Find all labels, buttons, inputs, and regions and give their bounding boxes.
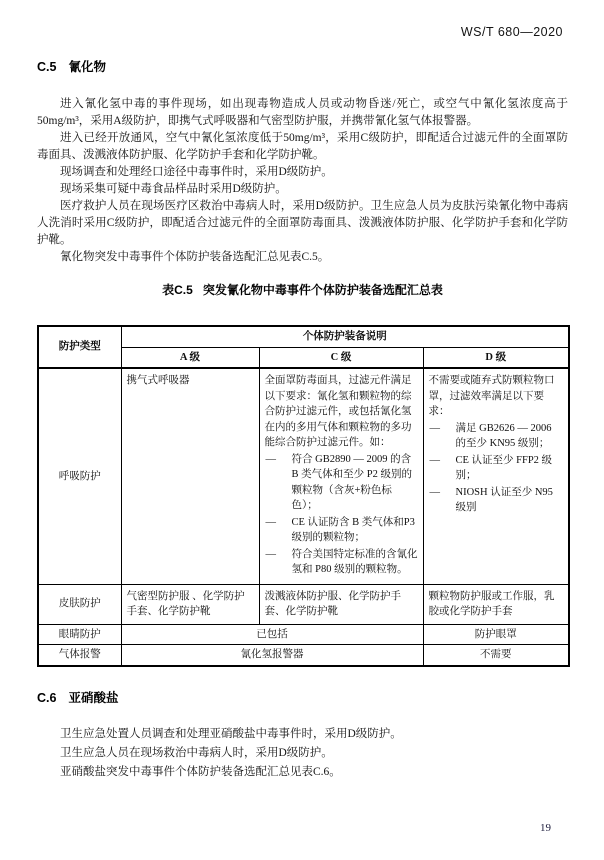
table-c5-caption: 突发氰化物中毒事件个体防护装备选配汇总表 <box>202 283 443 297</box>
cell-gas-alarm-ac: 氰化氢报警器 <box>121 645 423 666</box>
header-cell-equipment: 个体防护装备说明 <box>121 326 569 347</box>
list-item <box>265 547 418 578</box>
paragraph: 进入已经开放通风，空气中氰化氢浓度低于50mg/m³，采用C级防护，即配适合过滤元件的全面罩防毒面具、泼溅液体防护服、化学防护手套和化学防护靴。 <box>37 132 568 161</box>
section-c5-number: C.5 <box>37 60 57 74</box>
cell-skin-d: 颗粒物防护服或工作服，乳胶或化学防护手套 <box>423 584 569 624</box>
dash-bullet: — <box>265 453 276 465</box>
dash-bullet: — <box>429 454 440 466</box>
list-item-text: 满足 GB2626 — 2006 的至少 KN95 级别； <box>455 422 552 449</box>
table-c5-number: 表C.5 <box>162 283 193 297</box>
list-item-text: NIOSH 认证至少 N95 级别 <box>455 486 553 513</box>
row-label-skin: 皮肤防护 <box>38 584 121 624</box>
list-item-text: CE 认证至少 FFP2 级别； <box>455 454 553 481</box>
list-item <box>265 515 418 546</box>
cell-skin-c: 泼溅液体防护服、化学防护手套、化学防护靴 <box>259 584 423 624</box>
standard-number: WS/T 680—2020 <box>460 25 563 39</box>
cell-respiratory-d <box>423 368 569 584</box>
list-item-text: CE 认证防含 B 类气体和P3 级别的颗粒物； <box>291 516 415 543</box>
table-header-row-1 <box>38 326 569 347</box>
header-cell-level-d: D 级 <box>423 347 569 368</box>
cell-text: 全面罩防毒面具，过滤元件满足以下要求：氰化氢和颗粒物的综合防护过滤元件，或包括氰化氢在内的多用气体和颗粒物的多功能综合防护过滤元件。如： <box>264 375 412 448</box>
section-c6-number: C.6 <box>37 690 57 705</box>
list-item <box>265 452 418 514</box>
cell-eye-ac: 已包括 <box>121 624 423 645</box>
section-c5-heading <box>37 57 568 75</box>
table-row-respiratory <box>38 368 569 584</box>
paragraph: 医疗救护人员在现场医疗区救治中毒病人时，采用D级防护。卫生应急人员为皮肤污染氰化物中毒病人洗消时采用C级防护，即配适合过滤元件的全面罩防毒面具、泼溅液体防护服、化学防护手套和化学防护靴。 <box>37 200 568 246</box>
paragraph: 亚硝酸盐突发中毒事件个体防护装备选配汇总见表C.6。 <box>60 765 341 778</box>
list-item-text: 符合美国特定标准的含氰化氢和 P80 级别的颗粒物。 <box>291 548 418 575</box>
dash-bullet: — <box>429 422 440 434</box>
header-cell-level-a: A 级 <box>121 347 259 368</box>
cell-text: 不需要或随弃式防颗粒物口罩，过滤效率满足以下要求： <box>428 375 555 417</box>
paragraph: 现场调查和处理经口途径中毒事件时，采用D级防护。 <box>60 166 333 178</box>
cell-skin-a: 气密型防护服 、化学防护手套、化学防护靴 <box>121 584 259 624</box>
cell-eye-d: 防护眼罩 <box>423 624 569 645</box>
paragraph: 进入氰化氢中毒的事件现场，如出现毒物造成人员或动物昏迷/死亡，或空气中氰化氢浓度高于50mg/m³，采用A级防护，即携气式呼吸器和气密型防护服，并携带氰化氢气体报警器。 <box>37 98 568 127</box>
row-label-eye: 眼睛防护 <box>38 624 121 645</box>
list-item <box>429 453 564 484</box>
list-item <box>429 421 564 452</box>
table-c5-title <box>37 281 568 298</box>
row-label-respiratory: 呼吸防护 <box>38 368 121 584</box>
paragraph: 现场采集可疑中毒食品样品时采用D级防护。 <box>60 183 287 195</box>
list-item <box>429 485 564 516</box>
dash-bullet: — <box>265 548 276 560</box>
section-c6-title: 亚硝酸盐 <box>68 690 119 705</box>
cell-respiratory-c <box>259 368 423 584</box>
paragraph: 卫生应急处置人员调查和处理亚硝酸盐中毒事件时，采用D级防护。 <box>60 727 402 740</box>
table-row-gas-alarm <box>38 645 569 666</box>
section-c6-body <box>37 725 568 782</box>
paragraph: 氰化物突发中毒事件个体防护装备选配汇总见表C.5。 <box>60 251 330 263</box>
dash-bullet: — <box>265 516 276 528</box>
paragraph: 卫生应急人员在现场救治中毒病人时，采用D级防护。 <box>60 746 333 759</box>
table-row-skin <box>38 584 569 624</box>
header-cell-level-c: C 级 <box>259 347 423 368</box>
page-number: 19 <box>540 822 551 834</box>
doc-header <box>37 0 568 39</box>
row-label-gas-alarm: 气体报警 <box>38 645 121 666</box>
table-c5 <box>37 325 570 667</box>
section-c6-heading <box>37 688 568 706</box>
dash-bullet: — <box>429 486 440 498</box>
section-c5-title: 氰化物 <box>68 60 106 74</box>
cell-respiratory-a: 携气式呼吸器 <box>121 368 259 584</box>
section-c5-body <box>37 96 568 266</box>
header-cell-protection-type: 防护类型 <box>38 326 121 368</box>
list-item-text: 符合 GB2890 — 2009 的含B 类气体和至少 P2 级别的颗粒物（含灰+粉色标色）； <box>291 453 412 511</box>
cell-gas-alarm-d: 不需要 <box>423 645 569 666</box>
table-row-eye <box>38 624 569 645</box>
page-content <box>37 0 568 782</box>
